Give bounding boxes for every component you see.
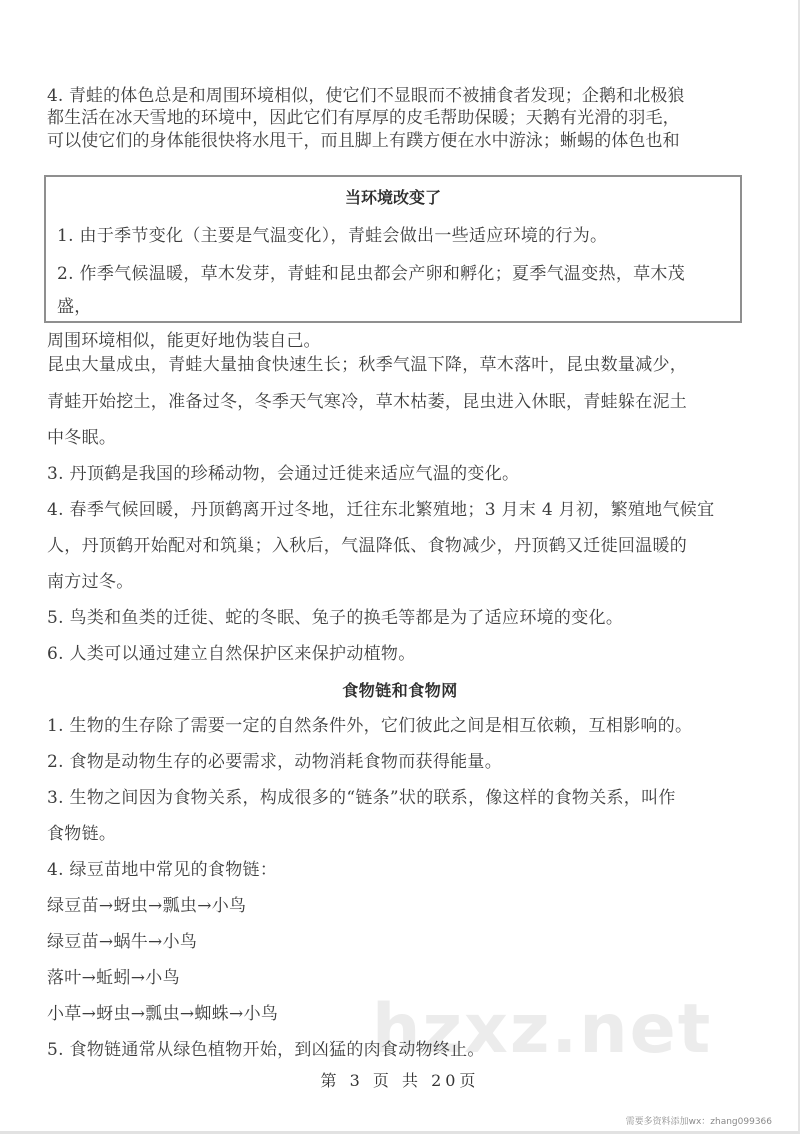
body-line: 2. 食物是动物生存的必要需求，动物消耗食物而获得能量。 [47, 752, 503, 772]
contact-watermark: 需要多资料添加wx：zhang099366 [625, 1117, 772, 1127]
body-line: 6. 人类可以通过建立自然保护区来保护动植物。 [47, 644, 416, 664]
body-line: 3. 生物之间因为食物关系，构成很多的“链条”状的联系，像这样的食物关系，叫作 [47, 788, 676, 808]
food-chain-example: 落叶→蚯蚓→小鸟 [47, 968, 180, 988]
intro-line: 都生活在冰天雪地的环境中，因此它们有厚厚的皮毛帮助保暖；天鹅有光滑的羽毛， [47, 108, 680, 128]
body-line: 中冬眠。 [47, 428, 117, 448]
body-line: 4. 绿豆苗地中常见的食物链： [47, 860, 278, 880]
body-line: 食物链。 [47, 824, 117, 844]
body-line: 昆虫大量成虫，青蛙大量抽食快速生长；秋季气温下降，草木落叶，昆虫数量减少， [47, 355, 688, 375]
body-line: 3. 丹顶鹤是我国的珍稀动物，会通过迁徙来适应气温的变化。 [47, 464, 520, 484]
body-line: 1. 生物的生存除了需要一定的自然条件外，它们彼此之间是相互依赖，互相影响的。 [47, 716, 693, 736]
box-line: 1. 由于季节变化（主要是气温变化），青蛙会做出一些适应环境的行为。 [57, 226, 608, 246]
intro-line: 可以使它们的身体能很快将水甩干，而且脚上有蹼方便在水中游泳；蜥蜴的体色也和 [47, 131, 680, 151]
body-line: 5. 鸟类和鱼类的迁徙、蛇的冬眠、兔子的换毛等都是为了适应环境的变化。 [47, 608, 624, 628]
food-chain-example: 小草→蚜虫→瓢虫→蜘蛛→小鸟 [47, 1004, 279, 1024]
body-line: 5. 食物链通常从绿色植物开始，到凶猛的肉食动物终止。 [47, 1040, 485, 1060]
food-chain-example: 绿豆苗→蜗牛→小鸟 [47, 932, 198, 952]
box-line: 盛， [57, 297, 92, 317]
section-heading-food-chain: 食物链和食物网 [342, 681, 458, 700]
environment-change-box [44, 175, 742, 323]
body-line: 4. 春季气候回暖，丹顶鹤离开过冬地，迁往东北繁殖地；3 月末 4 月初，繁殖地气候宜 [47, 500, 715, 520]
body-line: 南方过冬。 [47, 572, 134, 592]
page-number: 第 3 页 共 20页 [320, 1071, 480, 1090]
food-chain-example: 绿豆苗→蚜虫→瓢虫→小鸟 [47, 896, 247, 916]
body-line: 人，丹顶鹤开始配对和筑巢；入秋后，气温降低、食物减少，丹顶鹤又迁徙回温暖的 [47, 536, 688, 556]
box-title: 当环境改变了 [344, 188, 441, 207]
intro-line: 4. 青蛙的体色总是和周围环境相似，使它们不显眼而不被捕食者发现；企鹅和北极狼 [47, 86, 685, 106]
body-line: 周围环境相似，能更好地伪装自己。 [47, 331, 321, 351]
body-line: 青蛙开始挖土，准备过冬，冬季天气寒冷，草木枯萎，昆虫进入休眠，青蛙躲在泥土 [47, 392, 688, 412]
watermark-text: hzxz.net [372, 990, 713, 1069]
box-line: 2. 作季气候温暖，草木发芽，青蛙和昆虫都会产卵和孵化；夏季气温变热，草木茂 [57, 264, 686, 284]
